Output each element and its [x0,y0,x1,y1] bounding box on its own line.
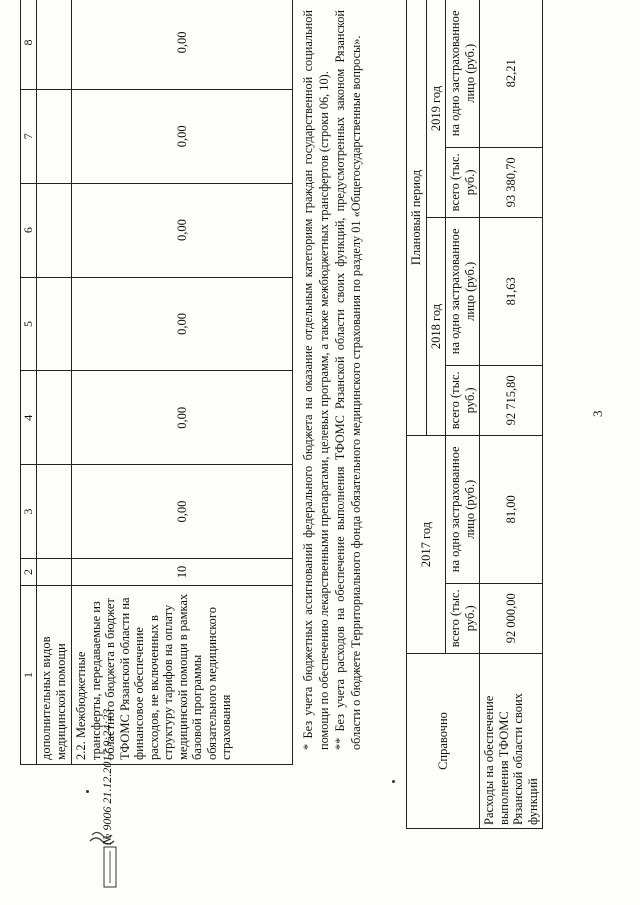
footnote-1: * Без учета бюджетных ассигнований федерального бюджета на оказание отдельным категориям граждан государственной социальной помощи по обеспечению лекарственными препаратами, целевых программ, а также межбюджетных трансфертов (строки 06, 10). [301,10,331,750]
scan-speck [392,780,395,783]
header-cell-8: 8 [21,0,37,89]
value-cell: 0,00 [72,371,293,465]
footnotes [300,10,364,750]
scan-speck [86,790,89,793]
ref-col-total: всего (тыс. руб.) [446,147,480,217]
row-label: 2.2. Межбюджетные трансферты, передаваемые из областного бюджета в бюджет ТФОМС Рязанской области на финансовое обеспечение расходов, не включенных в структуру тарифов на оплату медицинской помощи в рамках базовой программы обязательного медицинского страхования [72,586,293,765]
row-label-continued: дополнительных видов медицинской помощи [37,586,72,765]
value-cell: 0,00 [72,89,293,183]
header-cell-3: 3 [21,465,37,559]
main-table-header-row [21,0,37,765]
header-cell-6: 6 [21,183,37,277]
cell-empty [37,559,72,586]
header-cell-5: 5 [21,277,37,371]
value-cell: 93 380,70 [480,147,543,217]
header-cell-4: 4 [21,371,37,465]
value-cell: 92 715,80 [480,365,543,435]
table-row [72,0,293,765]
ref-year-2017: 2017 год [407,436,446,654]
value-cell: 0,00 [72,277,293,371]
ref-year-2019: 2019 год [426,0,446,218]
ref-header-row-1 [407,0,427,829]
value-cell: 0,00 [72,465,293,559]
ref-planned-period: Плановый период [407,0,427,436]
value-cell: 0,00 [72,183,293,277]
ref-year-2018: 2018 год [426,218,446,436]
cell-empty [37,183,72,277]
header-cell-7: 7 [21,89,37,183]
ref-col-total: всего (тыс. руб.) [446,365,480,435]
ref-col-per-insured: на одно застрахованное лицо (руб.) [446,218,480,366]
header-cell-2: 2 [21,559,37,586]
cell-empty [37,89,72,183]
page-number: 3 [590,410,605,417]
ref-col-per-insured: на одно застрахованное лицо (руб.) [446,0,480,147]
document-registration-number: № 9006 21.12.2017 9:24:23 [100,708,114,845]
main-table [20,0,293,765]
value-cell: 82,21 [480,0,543,147]
cell-empty [37,371,72,465]
cell-empty [37,277,72,371]
footnote-2: ** Без учета расходов на обеспечение выполнения ТФОМС Рязанской области своих функций, предусмотренных законом Рязанской области о бюджете Территориального фонда обязательного медицинского страхования по разделу 01 «Общегосударственные вопросы». [333,10,363,750]
value-cell: 81,00 [480,436,543,584]
table-row-continued [37,0,72,765]
ref-label-header: Справочно [407,654,480,829]
ref-row-label: Расходы на обеспечение выполнения ТФОМС Рязанской области своих функций [480,654,543,829]
cell-empty [37,0,72,89]
header-cell-1: 1 [21,586,37,765]
table-row [480,0,543,829]
ref-col-total: всего (тыс. руб.) [446,583,480,653]
ref-col-per-insured: на одно застрахованное лицо (руб.) [446,436,480,584]
line-code: 10 [72,559,293,586]
value-cell: 92 000,00 [480,583,543,653]
reference-table [406,0,543,829]
value-cell: 81,63 [480,218,543,366]
cell-empty [37,465,72,559]
value-cell: 0,00 [72,0,293,89]
